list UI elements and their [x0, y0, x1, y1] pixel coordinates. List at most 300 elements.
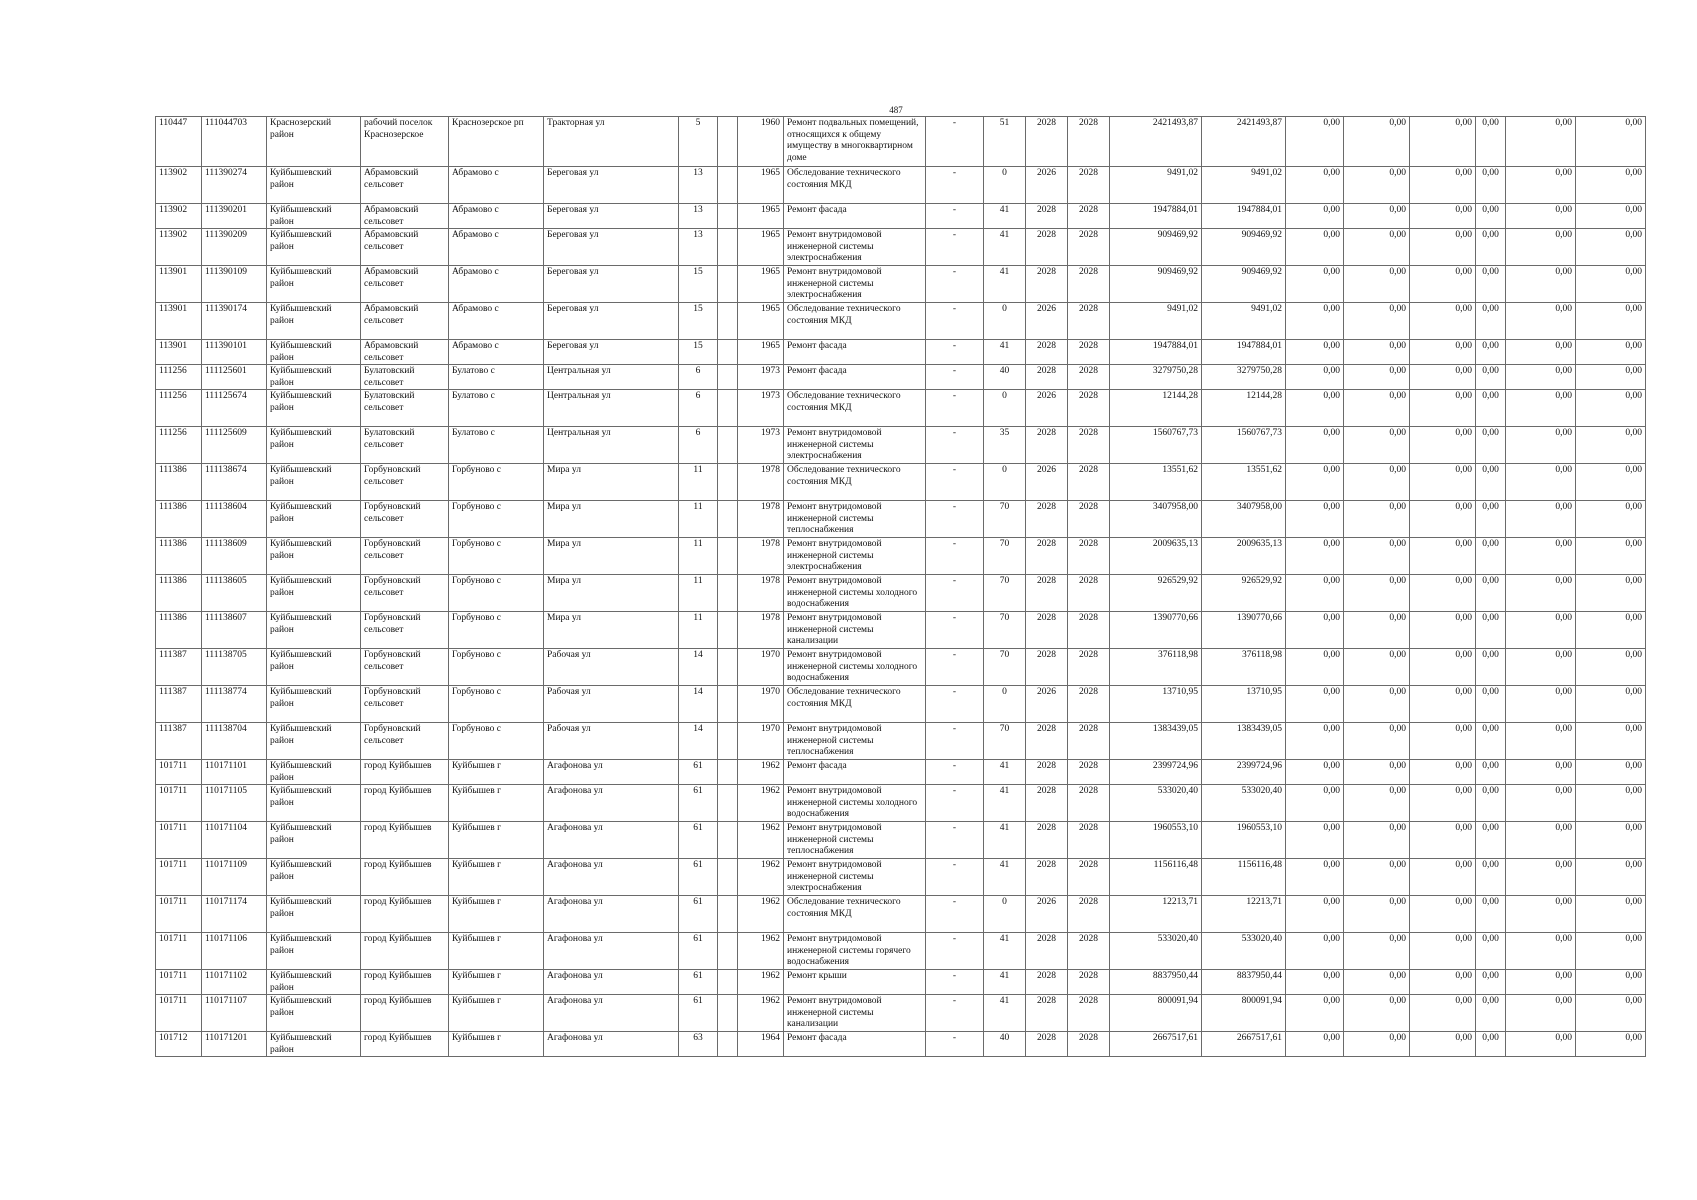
cell-settlement	[449, 859, 544, 896]
cell-text: 0	[1002, 687, 1007, 697]
cell-year-built	[738, 501, 784, 538]
cell-text: -	[952, 724, 957, 734]
cell-text: Горбуново с	[452, 576, 501, 586]
cell-text: 113901	[159, 341, 188, 351]
cell-cost-budget-4	[1476, 538, 1506, 575]
cell-text: 111138605	[205, 576, 247, 586]
cell-building	[718, 995, 738, 1032]
cell-house-id	[156, 612, 202, 649]
cell-extra-mark	[926, 427, 984, 464]
cell-wear-percent	[984, 995, 1026, 1032]
cell-work-id	[202, 760, 267, 785]
cell-text	[721, 650, 734, 685]
cell-text: 40	[999, 366, 1010, 376]
cell-text: 2028	[1079, 230, 1098, 240]
cell-text: 2421493,87	[1236, 118, 1282, 128]
cell-text: Абрамово с	[452, 341, 499, 351]
cell-cost-budget-2	[1344, 859, 1410, 896]
cell-text: 1947884,01	[1236, 341, 1282, 351]
cell-district	[267, 785, 361, 822]
cell-work-type	[784, 686, 926, 723]
cell-text: Горбуновский сельсовет	[364, 687, 421, 709]
cell-work-type	[784, 501, 926, 538]
cell-text: 1960553,10	[1236, 823, 1282, 833]
table-row	[156, 1032, 1646, 1057]
table-row	[156, 365, 1646, 390]
cell-text: 2028	[1037, 823, 1056, 833]
cell-text: Ремонт фасада	[787, 205, 847, 215]
cell-settlement	[449, 686, 544, 723]
cell-text: Обследование технического состояния МКД	[787, 897, 901, 919]
cell-district	[267, 340, 361, 365]
cell-cost-owners-1	[1506, 538, 1576, 575]
cell-text: Агафонова ул	[547, 934, 603, 944]
cell-text: Горбуново с	[452, 539, 501, 549]
cell-text: 0,00	[1482, 860, 1499, 870]
cell-cost-owners-2	[1576, 896, 1646, 933]
cell-cost-owners-1	[1506, 303, 1576, 340]
cell-municipality	[361, 390, 449, 427]
cell-cost-owners-1	[1506, 933, 1576, 970]
cell-text: 110171174	[205, 897, 248, 907]
cell-street	[544, 464, 679, 501]
cell-wear-percent	[984, 575, 1026, 612]
cell-text: Абрамово с	[452, 230, 499, 240]
cell-text: 14	[693, 724, 703, 734]
cell-text: -	[952, 267, 957, 277]
cell-cost-total	[1110, 575, 1202, 612]
cell-text: 1960553,10	[1152, 823, 1198, 833]
cell-text: 0,00	[1482, 391, 1499, 401]
cell-house-number	[679, 723, 718, 760]
cell-text: 15	[693, 267, 703, 277]
cell-district	[267, 933, 361, 970]
cell-house-id	[156, 229, 202, 266]
cell-house-id	[156, 933, 202, 970]
cell-text: 0,00	[1482, 118, 1499, 128]
cell-text: 926529,92	[1157, 576, 1198, 586]
cell-plan-year-from	[1026, 117, 1068, 167]
cell-text: Ремонт внутридомовой инженерной системы теплоснабжения	[787, 823, 882, 856]
cell-text	[721, 786, 734, 821]
cell-extra-mark	[926, 501, 984, 538]
cell-text: 2028	[1079, 118, 1098, 128]
cell-text: 41	[999, 996, 1010, 1006]
cell-district	[267, 538, 361, 575]
cell-text: 13	[693, 205, 703, 215]
cell-text: 0,00	[1482, 465, 1499, 475]
cell-text: 2028	[1079, 304, 1098, 314]
cell-extra-mark	[926, 390, 984, 427]
cell-cost-owners-1	[1506, 612, 1576, 649]
cell-wear-percent	[984, 612, 1026, 649]
cell-text: 0,00	[1555, 118, 1572, 128]
cell-work-type	[784, 464, 926, 501]
cell-settlement	[449, 1032, 544, 1057]
cell-text: Булатовский сельсовет	[364, 391, 415, 413]
cell-text: 0,00	[1323, 304, 1340, 314]
cell-text: Мира ул	[547, 465, 581, 475]
cell-text: Краснозерское рп	[452, 118, 524, 128]
cell-text: 13551,62	[1246, 465, 1282, 475]
cell-text: 0,00	[1389, 205, 1406, 215]
cell-text: 0,00	[1323, 267, 1340, 277]
cell-settlement	[449, 995, 544, 1032]
cell-text: город Куйбышев	[364, 934, 432, 944]
cell-text: 110171201	[205, 1033, 248, 1043]
cell-text: Куйбышевский район	[270, 687, 332, 709]
cell-text: 533020,40	[1241, 786, 1282, 796]
cell-cost-budget-2	[1344, 427, 1410, 464]
cell-text: Обследование технического состояния МКД	[787, 391, 901, 413]
cell-text: -	[952, 502, 957, 512]
cell-text: Горбуново с	[452, 687, 501, 697]
cell-text: -	[952, 687, 957, 697]
cell-text: 0,00	[1625, 761, 1642, 771]
cell-text: Агафонова ул	[547, 1033, 603, 1043]
cell-municipality	[361, 785, 449, 822]
cell-text: Обследование технического состояния МКД	[787, 304, 901, 326]
cell-text: 533020,40	[1157, 786, 1198, 796]
cell-cost-owners-2	[1576, 785, 1646, 822]
cell-house-id	[156, 117, 202, 167]
cell-text: 0,00	[1389, 761, 1406, 771]
cell-wear-percent	[984, 822, 1026, 859]
cell-cost-budget-3	[1410, 365, 1476, 390]
cell-text: 0,00	[1555, 428, 1572, 438]
cell-text: 0,00	[1625, 971, 1642, 981]
cell-text: 0,00	[1555, 996, 1572, 1006]
cell-extra-mark	[926, 859, 984, 896]
cell-text: 0,00	[1555, 724, 1572, 734]
cell-text: 0,00	[1455, 428, 1472, 438]
cell-text: Абрамовский сельсовет	[364, 168, 419, 190]
cell-text: 6	[695, 428, 701, 438]
cell-cost-total	[1110, 760, 1202, 785]
cell-text: Куйбышев г	[452, 823, 501, 833]
cell-text: Куйбышевский район	[270, 724, 332, 746]
cell-building	[718, 266, 738, 303]
cell-text: Куйбышевский район	[270, 341, 332, 363]
table-row	[156, 229, 1646, 266]
cell-text: 0,00	[1455, 539, 1472, 549]
cell-text: Ремонт внутридомовой инженерной системы электроснабжения	[787, 230, 882, 263]
cell-text: 0,00	[1389, 465, 1406, 475]
cell-house-number	[679, 760, 718, 785]
cell-cost-owners-1	[1506, 204, 1576, 229]
cell-cost-budget-2	[1344, 365, 1410, 390]
cell-text: 0,00	[1482, 934, 1499, 944]
cell-cost-total	[1110, 340, 1202, 365]
cell-text: 0,00	[1625, 860, 1642, 870]
cell-municipality	[361, 117, 449, 167]
cell-street	[544, 117, 679, 167]
cell-cost-budget-4	[1476, 266, 1506, 303]
cell-street	[544, 933, 679, 970]
cell-settlement	[449, 933, 544, 970]
cell-text	[721, 934, 734, 969]
cell-text: Центральная ул	[547, 391, 611, 401]
cell-text: 0,00	[1389, 230, 1406, 240]
cell-text: 12144,28	[1246, 391, 1282, 401]
cell-text: 0,00	[1455, 391, 1472, 401]
cell-text: 6	[695, 366, 701, 376]
cell-cost-budget-1	[1286, 204, 1344, 229]
cell-text: 2028	[1079, 934, 1098, 944]
cell-text: 101711	[159, 897, 188, 907]
cell-cost-total	[1110, 365, 1202, 390]
cell-text: 0,00	[1389, 391, 1406, 401]
cell-house-id	[156, 1032, 202, 1057]
cell-wear-percent	[984, 204, 1026, 229]
cell-extra-mark	[926, 785, 984, 822]
cell-work-type	[784, 538, 926, 575]
cell-text: 35	[999, 428, 1010, 438]
cell-text: Горбуновский сельсовет	[364, 576, 421, 598]
cell-house-number	[679, 612, 718, 649]
cell-municipality	[361, 859, 449, 896]
cell-plan-year-to	[1068, 266, 1110, 303]
cell-text: Береговая ул	[547, 230, 599, 240]
cell-settlement	[449, 538, 544, 575]
cell-text: 111386	[159, 576, 187, 586]
cell-cost-budget-3	[1410, 686, 1476, 723]
cell-street	[544, 538, 679, 575]
cell-street	[544, 427, 679, 464]
cell-cost-owners-1	[1506, 575, 1576, 612]
cell-house-number	[679, 117, 718, 167]
cell-house-number	[679, 390, 718, 427]
cell-text: -	[952, 823, 957, 833]
cell-year-built	[738, 340, 784, 365]
cell-text: 2028	[1037, 366, 1056, 376]
cell-house-id	[156, 501, 202, 538]
cell-house-number	[679, 365, 718, 390]
cell-text: 70	[999, 613, 1010, 623]
cell-text: 110171105	[205, 786, 248, 796]
cell-cost-fund	[1202, 538, 1286, 575]
cell-extra-mark	[926, 303, 984, 340]
cell-cost-fund	[1202, 612, 1286, 649]
cell-cost-fund	[1202, 760, 1286, 785]
cell-work-type	[784, 760, 926, 785]
cell-text: 0,00	[1323, 650, 1340, 660]
cell-text: 0,00	[1323, 366, 1340, 376]
table-row	[156, 538, 1646, 575]
cell-municipality	[361, 1032, 449, 1057]
table-row	[156, 933, 1646, 970]
cell-text: 2028	[1079, 996, 1098, 1006]
table-row	[156, 995, 1646, 1032]
cell-extra-mark	[926, 365, 984, 390]
cell-text: 2028	[1079, 205, 1098, 215]
cell-wear-percent	[984, 785, 1026, 822]
cell-cost-budget-2	[1344, 464, 1410, 501]
cell-text	[721, 267, 734, 302]
cell-cost-owners-1	[1506, 649, 1576, 686]
cell-cost-budget-1	[1286, 822, 1344, 859]
cell-text: 0,00	[1555, 786, 1572, 796]
cell-text: 2028	[1079, 428, 1098, 438]
cell-text: 9491,02	[1167, 168, 1198, 178]
cell-text: 1962	[761, 761, 780, 771]
cell-text: Обследование технического состояния МКД	[787, 687, 901, 709]
cell-text: 0,00	[1482, 897, 1499, 907]
cell-text: 0,00	[1555, 687, 1572, 697]
cell-text: Абрамово с	[452, 168, 499, 178]
cell-cost-budget-3	[1410, 575, 1476, 612]
cell-municipality	[361, 649, 449, 686]
cell-text: 2026	[1037, 304, 1056, 314]
cell-plan-year-from	[1026, 686, 1068, 723]
cell-text: 1978	[761, 539, 780, 549]
cell-text: 1390770,66	[1152, 613, 1198, 623]
cell-text: Горбуново с	[452, 650, 501, 660]
cell-year-built	[738, 229, 784, 266]
cell-cost-fund	[1202, 822, 1286, 859]
cell-settlement	[449, 427, 544, 464]
cell-text: Куйбышев г	[452, 971, 501, 981]
cell-text: 2028	[1037, 613, 1056, 623]
cell-text: Береговая ул	[547, 304, 599, 314]
cell-work-type	[784, 390, 926, 427]
cell-text: Горбуновский сельсовет	[364, 502, 421, 524]
cell-plan-year-from	[1026, 723, 1068, 760]
cell-house-id	[156, 575, 202, 612]
cell-text: 2399724,96	[1152, 761, 1198, 771]
cell-text: 0,00	[1389, 304, 1406, 314]
cell-district	[267, 464, 361, 501]
cell-text	[721, 168, 734, 203]
cell-text: 0,00	[1625, 267, 1642, 277]
cell-text: 0,00	[1389, 724, 1406, 734]
cell-text: 1978	[761, 576, 780, 586]
cell-text: 61	[693, 897, 703, 907]
cell-district	[267, 365, 361, 390]
cell-text: 0,00	[1455, 934, 1472, 944]
cell-text: рабочий поселок Краснозерское	[364, 118, 433, 140]
cell-cost-owners-2	[1576, 612, 1646, 649]
cell-house-number	[679, 896, 718, 933]
cell-text: Ремонт внутридомовой инженерной системы холодного водоснабжения	[787, 576, 918, 609]
cell-text: 2028	[1037, 934, 1056, 944]
cell-cost-budget-3	[1410, 723, 1476, 760]
cell-text: Ремонт внутридомовой инженерной системы канализации	[787, 613, 882, 646]
cell-extra-mark	[926, 612, 984, 649]
cell-cost-budget-3	[1410, 995, 1476, 1032]
cell-text: 2028	[1079, 341, 1098, 351]
cell-text: 2028	[1079, 687, 1098, 697]
table-row	[156, 970, 1646, 995]
cell-text: 0,00	[1482, 267, 1499, 277]
cell-text: 0,00	[1323, 687, 1340, 697]
cell-settlement	[449, 266, 544, 303]
cell-settlement	[449, 117, 544, 167]
cell-plan-year-to	[1068, 933, 1110, 970]
cell-street	[544, 303, 679, 340]
cell-text: 1978	[761, 465, 780, 475]
cell-text: 9491,02	[1251, 304, 1282, 314]
cell-house-id	[156, 649, 202, 686]
cell-text: 909469,92	[1241, 230, 1282, 240]
cell-text: Куйбышевский район	[270, 267, 332, 289]
cell-text: 0,00	[1323, 539, 1340, 549]
cell-wear-percent	[984, 859, 1026, 896]
cell-plan-year-from	[1026, 896, 1068, 933]
cell-cost-budget-1	[1286, 167, 1344, 204]
cell-text: 13	[693, 230, 703, 240]
cell-settlement	[449, 167, 544, 204]
cell-work-id	[202, 933, 267, 970]
cell-work-type	[784, 303, 926, 340]
cell-cost-total	[1110, 229, 1202, 266]
cell-text: 0	[1002, 168, 1007, 178]
cell-cost-budget-2	[1344, 785, 1410, 822]
cell-text: 1962	[761, 934, 780, 944]
cell-building	[718, 575, 738, 612]
cell-text: 111138607	[205, 613, 247, 623]
cell-text: 0,00	[1323, 205, 1340, 215]
cell-text: 533020,40	[1241, 934, 1282, 944]
cell-extra-mark	[926, 896, 984, 933]
cell-text: 2028	[1037, 650, 1056, 660]
cell-settlement	[449, 575, 544, 612]
cell-text: 61	[693, 786, 703, 796]
cell-text: 0,00	[1323, 391, 1340, 401]
cell-house-number	[679, 303, 718, 340]
cell-street	[544, 785, 679, 822]
cell-year-built	[738, 390, 784, 427]
cell-text: -	[952, 539, 957, 549]
cell-municipality	[361, 340, 449, 365]
cell-text: Куйбышев г	[452, 996, 501, 1006]
cell-cost-budget-2	[1344, 612, 1410, 649]
cell-text: город Куйбышев	[364, 823, 432, 833]
cell-text: 2028	[1079, 761, 1098, 771]
cell-plan-year-from	[1026, 1032, 1068, 1057]
cell-extra-mark	[926, 575, 984, 612]
cell-year-built	[738, 575, 784, 612]
cell-building	[718, 538, 738, 575]
cell-cost-total	[1110, 501, 1202, 538]
cell-plan-year-to	[1068, 538, 1110, 575]
cell-house-number	[679, 575, 718, 612]
cell-text: Горбуново с	[452, 724, 501, 734]
cell-extra-mark	[926, 167, 984, 204]
cell-cost-fund	[1202, 340, 1286, 365]
cell-text: 0,00	[1625, 724, 1642, 734]
cell-text: 2026	[1037, 391, 1056, 401]
cell-extra-mark	[926, 340, 984, 365]
cell-text: Куйбышевский район	[270, 465, 332, 487]
cell-building	[718, 723, 738, 760]
cell-district	[267, 859, 361, 896]
cell-text: 0,00	[1555, 971, 1572, 981]
cell-cost-budget-2	[1344, 538, 1410, 575]
cell-text: -	[952, 391, 957, 401]
cell-cost-owners-1	[1506, 859, 1576, 896]
cell-house-number	[679, 995, 718, 1032]
cell-text: 0,00	[1625, 1033, 1642, 1043]
cell-text: 0,00	[1625, 391, 1642, 401]
cell-text: 111387	[159, 724, 187, 734]
cell-building	[718, 167, 738, 204]
cell-cost-budget-3	[1410, 612, 1476, 649]
cell-text: 41	[999, 230, 1010, 240]
cell-text: 0,00	[1625, 366, 1642, 376]
cell-year-built	[738, 760, 784, 785]
cell-text: Абрамовский сельсовет	[364, 304, 419, 326]
